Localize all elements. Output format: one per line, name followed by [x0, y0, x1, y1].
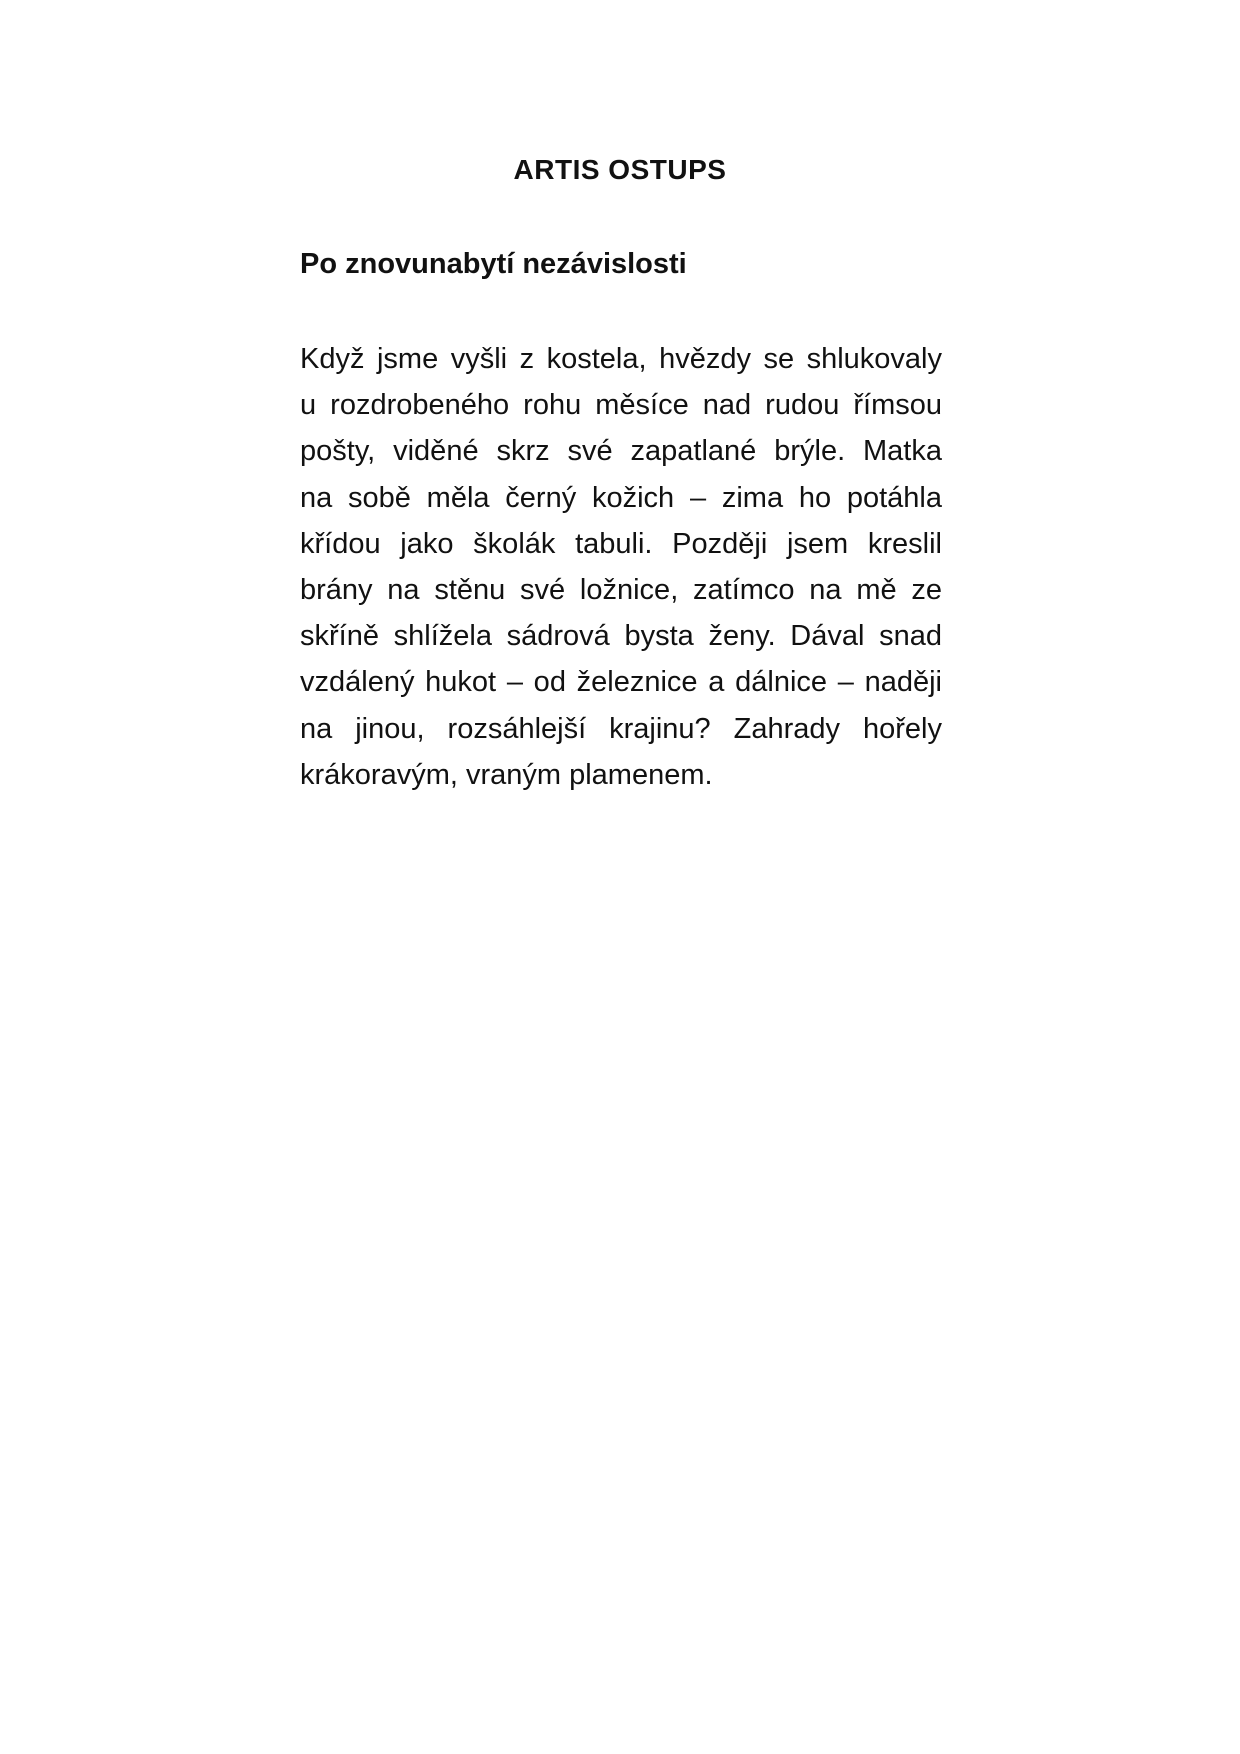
poem-line: krákoravým, vraným plamenem. [300, 758, 713, 791]
poem-line: na sobě měla černý kožich – zima ho potáhla [300, 481, 942, 514]
poem-line: Když jsme vyšli z kostela, hvězdy se shlukovaly [300, 343, 942, 375]
author-name: ARTIS OSTUPS [513, 154, 727, 185]
poem-line: vzdálený hukot – od železnice a dálnice – naději [300, 666, 942, 699]
poem-line: skříně shlížela sádrová bysta ženy. Dával snad [300, 620, 942, 653]
poem-line: brány na stěnu své ložnice, zatímco na mě ze [300, 573, 942, 606]
poem-body [300, 336, 942, 798]
poem-line: pošty, viděné skrz své zapatlané brýle. Matka [300, 435, 942, 468]
poem-line: křídou jako školák tabuli. Později jsem kreslil [300, 527, 942, 560]
poem-title: Po znovunabytí nezávislosti [300, 248, 687, 280]
poem-line: u rozdrobeného rohu měsíce nad rudou římsou [300, 389, 942, 422]
poem-line: na jinou, rozsáhlejší krajinu? Zahrady hořely [300, 712, 942, 745]
